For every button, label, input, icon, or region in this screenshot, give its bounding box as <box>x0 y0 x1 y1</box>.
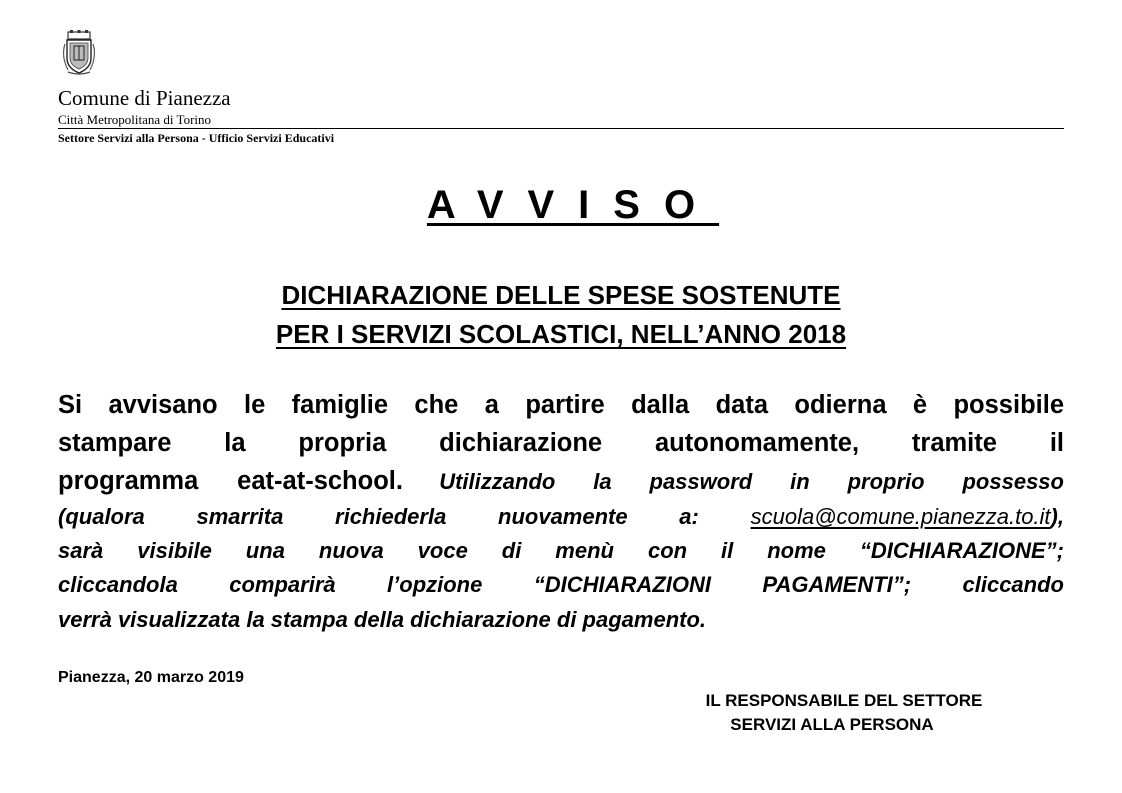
signatory-title-line1: IL RESPONSABILE DEL SETTORE <box>705 691 983 710</box>
body-line-4-post: ), <box>1050 504 1064 529</box>
notice-subtitle-line1 <box>0 279 1122 311</box>
body-line-2: stampare la propria dichiarazione autonomamente, tramite il <box>58 429 1064 457</box>
notice-title <box>0 180 1122 230</box>
body-line-4-pre: (qualora smarrita richiederla nuovamente a: <box>58 504 699 529</box>
body-line-1: Si avvisano le famiglie che a partire dalla data odierna è possibile <box>58 391 1064 419</box>
body-line-3 <box>58 466 1064 500</box>
department-name: Settore Servizi alla Persona - Ufficio Servizi Educativi <box>58 131 335 145</box>
notice-title-text: AVVISO <box>426 183 720 227</box>
subtitle-line1-text: DICHIARAZIONE DELLE SPESE SOSTENUTE <box>281 280 841 310</box>
notice-date: Pianezza, 20 marzo 2019 <box>58 669 244 686</box>
notice-subtitle-line2 <box>0 318 1122 350</box>
body-line-7: verrà visualizzata la stampa della dichiarazione di pagamento. <box>58 607 707 632</box>
header-divider <box>58 128 1064 129</box>
signatory-title-line2: SERVIZI ALLA PERSONA <box>730 715 934 734</box>
body-line-3-tail: Utilizzando la password in proprio possesso <box>439 469 1064 494</box>
metropolitan-city: Città Metropolitana di Torino <box>58 112 212 127</box>
body-line-6: cliccandola comparirà l’opzione “DICHIARAZIONI PAGAMENTI”; cliccando <box>58 572 1064 597</box>
municipality-name: Comune di Pianezza <box>58 86 231 110</box>
contact-email-link[interactable]: scuola@comune.pianezza.to.it <box>750 504 1051 529</box>
body-line-4 <box>58 503 1064 531</box>
body-line-3-lead: programma eat-at-school. <box>58 467 403 495</box>
body-line-5: sarà visibile una nuova voce di menù con il nome “DICHIARAZIONE”; <box>58 538 1064 563</box>
subtitle-line2-text: PER I SERVIZI SCOLASTICI, NELL’ANNO 2018 <box>275 319 847 349</box>
municipal-crest-icon <box>60 30 98 76</box>
